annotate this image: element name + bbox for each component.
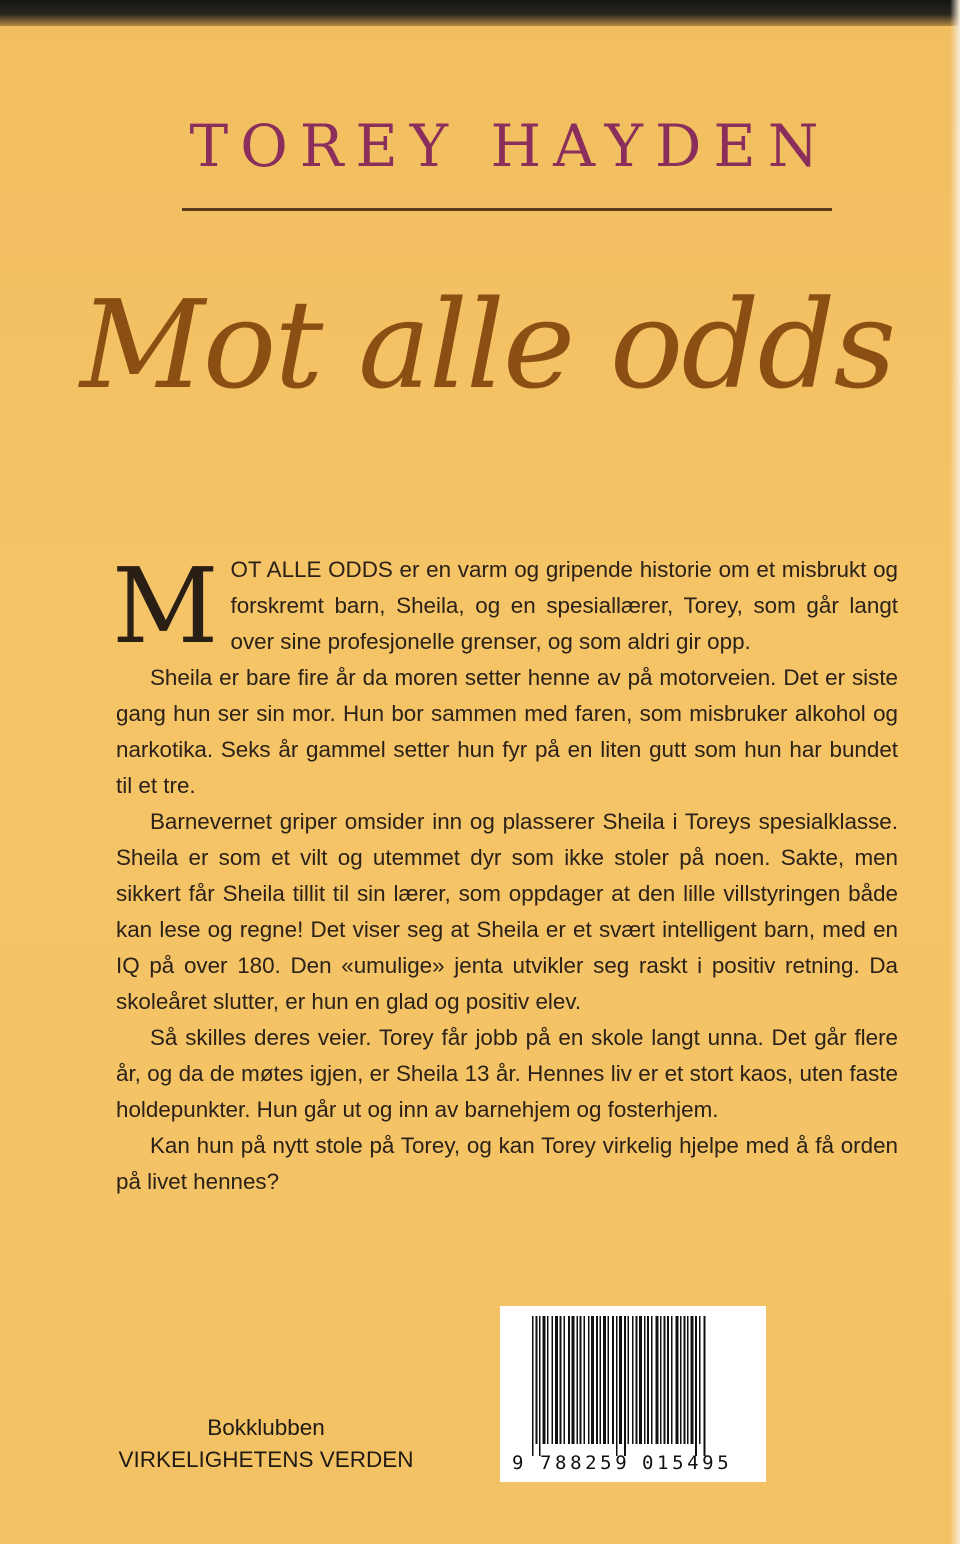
barcode-bar (632, 1316, 634, 1444)
barcode-bar (564, 1316, 566, 1444)
barcode-bar (591, 1316, 594, 1444)
barcode-bar (555, 1316, 558, 1444)
barcode-bar (568, 1316, 570, 1444)
barcode-bar (572, 1316, 575, 1444)
barcode-bar (552, 1316, 554, 1444)
barcode-bar (644, 1316, 646, 1444)
barcode-digits-right: 015495 (642, 1452, 733, 1474)
barcode-bar (577, 1316, 579, 1444)
author-name: TOREY HAYDEN (189, 112, 831, 180)
barcode-bar (647, 1316, 649, 1444)
cover-top-edge (0, 0, 960, 26)
barcode-bar (547, 1316, 549, 1444)
barcode-bar (628, 1316, 630, 1444)
barcode-bar (684, 1316, 686, 1444)
barcode-bar (680, 1316, 682, 1444)
book-title: Mot alle odds (80, 274, 895, 416)
barcode-bar (584, 1316, 586, 1444)
barcode-bar (616, 1316, 618, 1456)
publisher-line-1: Bokklubben (207, 1415, 325, 1440)
barcode-bar (676, 1316, 679, 1444)
blurb-paragraph-4: Så skilles deres veier. Torey får jobb på en skole langt unna. Det går flere år, og da de møtes igjen, er Sheila 13 år. Hennes liv er et stort kaos, uten faste holdepunkter. Hun går ut og inn av barnehjem og fosterhjem. (116, 1025, 898, 1122)
barcode-bar (612, 1316, 614, 1444)
barcode-bar (532, 1316, 534, 1456)
barcode-bar (664, 1316, 666, 1444)
barcode-bar (543, 1316, 546, 1444)
barcode-bar (667, 1316, 669, 1444)
barcode-bar (619, 1316, 622, 1444)
barcode-bar (596, 1316, 598, 1444)
barcode-bar (656, 1316, 659, 1444)
barcode-graphic (500, 1306, 766, 1482)
blurb-text (112, 545, 898, 1200)
barcode-digit-lead: 9 (512, 1452, 524, 1474)
barcode-bar (608, 1316, 610, 1444)
barcode-bar (671, 1316, 673, 1444)
barcode-bar (699, 1316, 701, 1444)
drop-cap: M (112, 545, 219, 667)
blurb-paragraph-2: Sheila er bare fire år da moren setter henne av på motorveien. Det er siste gang hun ser sin mor. Hun bor sammen med faren, som misbruker alkohol og narkotika. Seks år gammel setter hun fyr på en liten gutt som hun har bundet til et tre. (116, 665, 898, 798)
barcode-bar (639, 1316, 642, 1444)
barcode-bar (539, 1316, 541, 1456)
blurb-paragraph-1 (112, 545, 898, 667)
barcode-bar (624, 1316, 626, 1456)
barcode-bar (636, 1316, 638, 1444)
barcode-bar (691, 1316, 694, 1444)
barcode-bar (704, 1316, 706, 1456)
blurb-paragraph-5: Kan hun på nytt stole på Torey, og kan Torey virkelig hjelpe med å få orden på livet hennes? (116, 1133, 898, 1194)
publisher-block (116, 1412, 416, 1476)
barcode-digits-left: 788259 (540, 1452, 631, 1474)
barcode-bar (651, 1316, 653, 1444)
barcode-bar (560, 1316, 562, 1444)
barcode-bar (580, 1316, 582, 1444)
blurb-paragraph-1-text: OT ALLE ODDS er en varm og gripende historie om et misbrukt og forskremt barn, Sheila, og en spesiallærer, Torey, som går langt over sine profesjonelle grenser, og som aldri gir opp. (230, 557, 898, 654)
barcode-bar (536, 1316, 538, 1444)
cover-right-edge (950, 0, 960, 1544)
blurb-paragraph-3: Barnevernet griper omsider inn og plasserer Sheila i Toreys spesialklasse. Sheila er som et vilt og utemmet dyr som ikke stoler på noen. Sakte, men sikkert får Sheila tillit til sin lærer, som oppdager at den lille villstyringen både kan lese og regne! Det viser seg at Sheila er et svært intelligent barn, med en IQ på over 180. Den «umulige» jenta utvikler seg raskt i positiv retning. Da skoleåret slutter, er hun en glad og positiv elev. (116, 809, 898, 1014)
barcode-bar (588, 1316, 590, 1444)
barcode-bar (687, 1316, 689, 1444)
publisher-line-2: VIRKELIGHETENS VERDEN (118, 1447, 414, 1472)
author-divider-rule (182, 208, 832, 211)
barcode-bar (600, 1316, 602, 1444)
barcode-bars (532, 1316, 706, 1456)
barcode-bar (603, 1316, 606, 1444)
barcode-panel (500, 1306, 766, 1482)
barcode-bar (660, 1316, 662, 1444)
barcode-bar (695, 1316, 697, 1456)
